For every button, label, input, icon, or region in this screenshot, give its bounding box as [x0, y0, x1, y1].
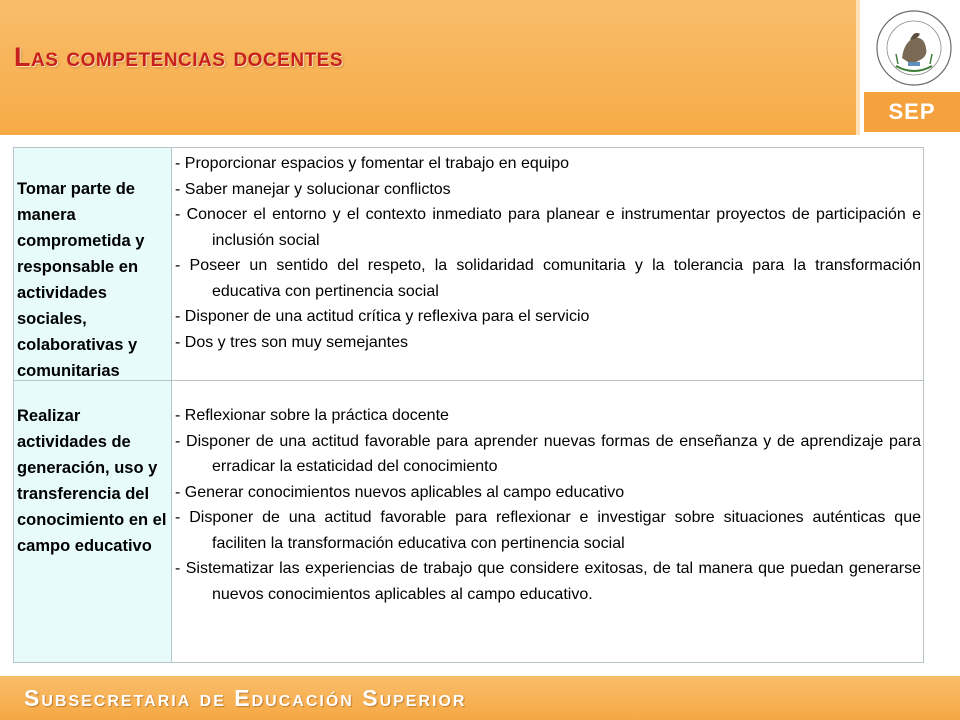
table-row	[14, 381, 923, 662]
list-item: - Conocer el entorno y el contexto inmediato para planear e instrumentar proyectos de participación e inclusión social	[175, 206, 921, 249]
list-item: - Reflexionar sobre la práctica docente	[175, 407, 449, 424]
table-row	[14, 148, 923, 381]
sep-logo	[856, 0, 960, 135]
competency-heading-cell	[14, 148, 172, 380]
list-item: - Disponer de una actitud crítica y reflexiva para el servicio	[175, 308, 590, 325]
list-item: - Generar conocimientos nuevos aplicables al campo educativo	[175, 483, 625, 501]
list-item: - Sistematizar las experiencias de trabajo que considere exitosas, de tal manera que puedan generarse nuevos conocimientos aplicables al campo educativo.	[175, 560, 921, 603]
sep-logo-band	[864, 92, 960, 132]
competency-items-cell	[173, 148, 923, 380]
page-title: Las competencias docentes	[14, 42, 344, 72]
competencies-table	[13, 147, 924, 663]
competency-items-cell	[173, 381, 923, 662]
list-item: - Saber manejar y solucionar conflictos	[175, 180, 451, 198]
competency-heading-cell	[14, 381, 172, 662]
footer-bar	[0, 676, 960, 720]
list-item: - Dos y tres son muy semejantes	[175, 333, 408, 351]
competency-heading: Realizar actividades de generación, uso y transferencia del conocimiento en el campo educativo	[17, 407, 167, 555]
list-item: - Disponer de una actitud favorable para reflexionar e investigar sobre situaciones auténticas que faciliten la transformación educativa con pertinencia social	[175, 509, 921, 552]
sep-logo-text: SEP	[888, 99, 936, 124]
list-item: - Disponer de una actitud favorable para aprender nuevas formas de enseñanza y de aprendizaje para erradicar la estaticidad del conocimiento	[175, 432, 921, 475]
coat-of-arms-icon	[874, 8, 954, 88]
footer-title: Subsecretaria de Educación Superior	[24, 685, 467, 711]
list-item: - Proporcionar espacios y fomentar el trabajo en equipo	[175, 155, 569, 172]
competency-heading: Tomar parte de manera comprometida y responsable en actividades sociales, colaborativas y comunitarias	[17, 180, 145, 380]
list-item: - Poseer un sentido del respeto, la solidaridad comunitaria y la tolerancia para la transformación educativa con pertinencia social	[175, 257, 921, 300]
header-bar	[0, 0, 960, 135]
